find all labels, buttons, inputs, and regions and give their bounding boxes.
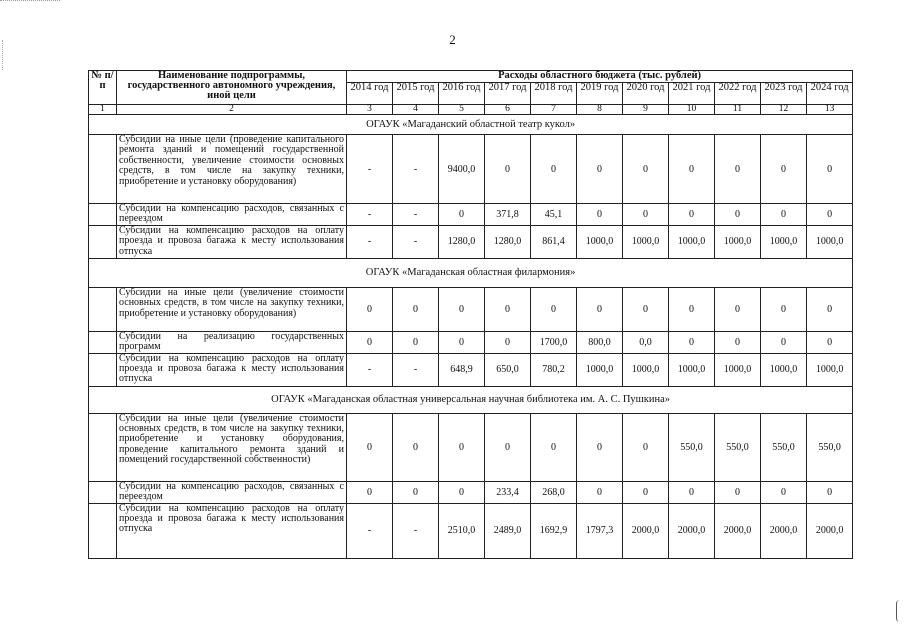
header-name: Наименование подпрограммы, государственного автономного учреждения, иной цели bbox=[117, 71, 347, 105]
table-row bbox=[89, 353, 853, 386]
scan-artifact-top bbox=[0, 0, 60, 3]
value-cell: 2489,0 bbox=[485, 503, 531, 558]
year-header-cell: 2022 год bbox=[715, 83, 761, 105]
budget-table bbox=[88, 70, 853, 559]
value-cell: 780,2 bbox=[531, 353, 577, 386]
value-cell: 0 bbox=[485, 287, 531, 331]
row-number-cell bbox=[89, 413, 117, 481]
value-cell: 0 bbox=[715, 287, 761, 331]
value-cell: 2510,0 bbox=[439, 503, 485, 558]
row-number-cell bbox=[89, 331, 117, 353]
value-cell: 1692,9 bbox=[531, 503, 577, 558]
value-cell: 0 bbox=[577, 413, 623, 481]
value-cell: 0 bbox=[485, 331, 531, 353]
value-cell: 0 bbox=[577, 481, 623, 503]
year-header-cell: 2021 год bbox=[669, 83, 715, 105]
year-header-cell: 2024 год bbox=[807, 83, 853, 105]
value-cell: 800,0 bbox=[577, 331, 623, 353]
year-header-cell: 2017 год bbox=[485, 83, 531, 105]
value-cell: 9400,0 bbox=[439, 135, 485, 204]
value-cell: 0 bbox=[439, 413, 485, 481]
value-cell: 2000,0 bbox=[623, 503, 669, 558]
section-row bbox=[89, 115, 853, 135]
value-cell: 0 bbox=[623, 413, 669, 481]
value-cell: 0 bbox=[347, 481, 393, 503]
value-cell: 1000,0 bbox=[577, 225, 623, 258]
table-row bbox=[89, 413, 853, 481]
value-cell: 1700,0 bbox=[531, 331, 577, 353]
row-description: Субсидии на компенсацию расходов на оплату проезда и провоза багажа к месту использования отпуска bbox=[117, 353, 347, 386]
value-cell: 650,0 bbox=[485, 353, 531, 386]
year-header-cell: 2015 год bbox=[393, 83, 439, 105]
value-cell: 0 bbox=[669, 204, 715, 226]
value-cell: 0 bbox=[439, 204, 485, 226]
value-cell: 0 bbox=[623, 287, 669, 331]
table-row bbox=[89, 135, 853, 204]
value-cell: 0 bbox=[393, 481, 439, 503]
scan-artifact-right bbox=[896, 600, 903, 622]
value-cell: 1000,0 bbox=[623, 225, 669, 258]
section-row bbox=[89, 258, 853, 287]
row-description: Субсидии на компенсацию расходов на оплату проезда и провоза багажа к месту использования отпуска bbox=[117, 225, 347, 258]
value-cell: 1000,0 bbox=[761, 225, 807, 258]
row-number-cell bbox=[89, 204, 117, 226]
value-cell: 0 bbox=[531, 287, 577, 331]
value-cell: 0 bbox=[807, 287, 853, 331]
value-cell: 0 bbox=[669, 481, 715, 503]
value-cell: 371,8 bbox=[485, 204, 531, 226]
value-cell: - bbox=[393, 204, 439, 226]
column-number-cell: 2 bbox=[117, 105, 347, 115]
value-cell: - bbox=[393, 353, 439, 386]
value-cell: 0 bbox=[347, 331, 393, 353]
value-cell: 861,4 bbox=[531, 225, 577, 258]
column-number-cell: 11 bbox=[715, 105, 761, 115]
page-number: 2 bbox=[449, 32, 456, 47]
value-cell: 0 bbox=[807, 481, 853, 503]
value-cell: 0 bbox=[485, 413, 531, 481]
column-number-cell: 1 bbox=[89, 105, 117, 115]
value-cell: 1000,0 bbox=[715, 225, 761, 258]
value-cell: 0 bbox=[669, 135, 715, 204]
table-body bbox=[89, 115, 853, 559]
row-number-cell bbox=[89, 481, 117, 503]
value-cell: 0 bbox=[577, 204, 623, 226]
row-number-cell bbox=[89, 135, 117, 204]
table-row bbox=[89, 331, 853, 353]
value-cell: 0 bbox=[807, 331, 853, 353]
value-cell: 0 bbox=[761, 481, 807, 503]
value-cell: 45,1 bbox=[531, 204, 577, 226]
value-cell: 0 bbox=[623, 481, 669, 503]
section-title: ОГАУК «Магаданская областная филармония» bbox=[89, 258, 853, 287]
section-row bbox=[89, 386, 853, 413]
row-description: Субсидии на компенсацию расходов, связанных с переездом bbox=[117, 481, 347, 503]
value-cell: - bbox=[347, 204, 393, 226]
column-number-cell: 7 bbox=[531, 105, 577, 115]
value-cell: 1797,3 bbox=[577, 503, 623, 558]
year-header-cell: 2020 год bbox=[623, 83, 669, 105]
table-row bbox=[89, 287, 853, 331]
value-cell: 0 bbox=[761, 287, 807, 331]
value-cell: 0 bbox=[715, 331, 761, 353]
value-cell: 2000,0 bbox=[761, 503, 807, 558]
value-cell: 2000,0 bbox=[807, 503, 853, 558]
year-header-cell: 2014 год bbox=[347, 83, 393, 105]
value-cell: 268,0 bbox=[531, 481, 577, 503]
value-cell: 0 bbox=[439, 331, 485, 353]
value-cell: 0 bbox=[393, 287, 439, 331]
value-cell: 0 bbox=[761, 331, 807, 353]
year-header-cell: 2018 год bbox=[531, 83, 577, 105]
value-cell: 648,9 bbox=[439, 353, 485, 386]
value-cell: - bbox=[347, 503, 393, 558]
row-description: Субсидии на компенсацию расходов на оплату проезда и провоза багажа к месту использования отпуска bbox=[117, 503, 347, 558]
value-cell: 0 bbox=[715, 204, 761, 226]
row-number-cell bbox=[89, 503, 117, 558]
value-cell: 0 bbox=[577, 287, 623, 331]
year-header-cell: 2023 год bbox=[761, 83, 807, 105]
value-cell: 2000,0 bbox=[715, 503, 761, 558]
value-cell: - bbox=[347, 353, 393, 386]
value-cell: 2000,0 bbox=[669, 503, 715, 558]
row-description: Субсидии на реализацию государственных программ bbox=[117, 331, 347, 353]
column-number-cell: 9 bbox=[623, 105, 669, 115]
table-row bbox=[89, 481, 853, 503]
value-cell: - bbox=[393, 503, 439, 558]
value-cell: 1000,0 bbox=[807, 353, 853, 386]
value-cell: - bbox=[393, 135, 439, 204]
row-number-cell bbox=[89, 287, 117, 331]
value-cell: 0 bbox=[715, 481, 761, 503]
value-cell: 0 bbox=[807, 135, 853, 204]
value-cell: 1000,0 bbox=[669, 225, 715, 258]
value-cell: 0 bbox=[715, 135, 761, 204]
column-number-cell: 4 bbox=[393, 105, 439, 115]
header-num: № п/п bbox=[89, 71, 117, 105]
value-cell: 0 bbox=[485, 135, 531, 204]
row-number-cell bbox=[89, 353, 117, 386]
value-cell: 0 bbox=[531, 413, 577, 481]
value-cell: 1000,0 bbox=[807, 225, 853, 258]
value-cell: 0 bbox=[347, 287, 393, 331]
table-row bbox=[89, 204, 853, 226]
value-cell: 0 bbox=[531, 135, 577, 204]
column-number-cell: 5 bbox=[439, 105, 485, 115]
value-cell: 0 bbox=[669, 287, 715, 331]
value-cell: 1000,0 bbox=[577, 353, 623, 386]
value-cell: 0,0 bbox=[623, 331, 669, 353]
value-cell: 0 bbox=[669, 331, 715, 353]
value-cell: 0 bbox=[761, 135, 807, 204]
column-number-cell: 8 bbox=[577, 105, 623, 115]
value-cell: - bbox=[393, 225, 439, 258]
column-number-cell: 10 bbox=[669, 105, 715, 115]
year-header-cell: 2016 год bbox=[439, 83, 485, 105]
table-row bbox=[89, 225, 853, 258]
row-description: Субсидии на иные цели (проведение капитального ремонта зданий и помещений государственной собственности, увеличение стоимости основных средств, в том числе на закупку техники, приобретение и установку оборудования) bbox=[117, 135, 347, 204]
column-number-cell: 3 bbox=[347, 105, 393, 115]
column-number-cell: 6 bbox=[485, 105, 531, 115]
column-number-row bbox=[89, 105, 853, 115]
value-cell: 233,4 bbox=[485, 481, 531, 503]
column-number-cell: 13 bbox=[807, 105, 853, 115]
value-cell: 1000,0 bbox=[623, 353, 669, 386]
value-cell: 1280,0 bbox=[439, 225, 485, 258]
value-cell: 0 bbox=[439, 287, 485, 331]
value-cell: 0 bbox=[623, 204, 669, 226]
row-description: Субсидии на компенсацию расходов, связанных с переездом bbox=[117, 204, 347, 226]
value-cell: 0 bbox=[393, 331, 439, 353]
value-cell: 0 bbox=[807, 204, 853, 226]
value-cell: 0 bbox=[393, 413, 439, 481]
value-cell: 0 bbox=[761, 204, 807, 226]
value-cell: 550,0 bbox=[715, 413, 761, 481]
value-cell: 1000,0 bbox=[669, 353, 715, 386]
value-cell: 0 bbox=[439, 481, 485, 503]
value-cell: - bbox=[347, 225, 393, 258]
table-row bbox=[89, 503, 853, 558]
value-cell: 1000,0 bbox=[715, 353, 761, 386]
row-description: Субсидии на иные цели (увеличение стоимости основных средств, в том числе на закупку техники, приобретение и установку оборудования) bbox=[117, 287, 347, 331]
section-title: ОГАУК «Магаданская областная универсальная научная библиотека им. А. С. Пушкина» bbox=[89, 386, 853, 413]
row-description: Субсидии на иные цели (увеличение стоимости основных средств, в том числе на закупку техники, приобретение и установку оборудования, проведение капитального ремонта зданий и помещений государственной собственности) bbox=[117, 413, 347, 481]
row-number-cell bbox=[89, 225, 117, 258]
header-expenses: Расходы областного бюджета (тыс. рублей) bbox=[347, 71, 853, 83]
section-title: ОГАУК «Магаданский областной театр кукол» bbox=[89, 115, 853, 135]
value-cell: 550,0 bbox=[761, 413, 807, 481]
value-cell: 0 bbox=[347, 413, 393, 481]
value-cell: 550,0 bbox=[669, 413, 715, 481]
year-header-cell: 2019 год bbox=[577, 83, 623, 105]
value-cell: 0 bbox=[623, 135, 669, 204]
value-cell: 1000,0 bbox=[761, 353, 807, 386]
value-cell: - bbox=[347, 135, 393, 204]
value-cell: 1280,0 bbox=[485, 225, 531, 258]
column-number-cell: 12 bbox=[761, 105, 807, 115]
value-cell: 550,0 bbox=[807, 413, 853, 481]
value-cell: 0 bbox=[577, 135, 623, 204]
